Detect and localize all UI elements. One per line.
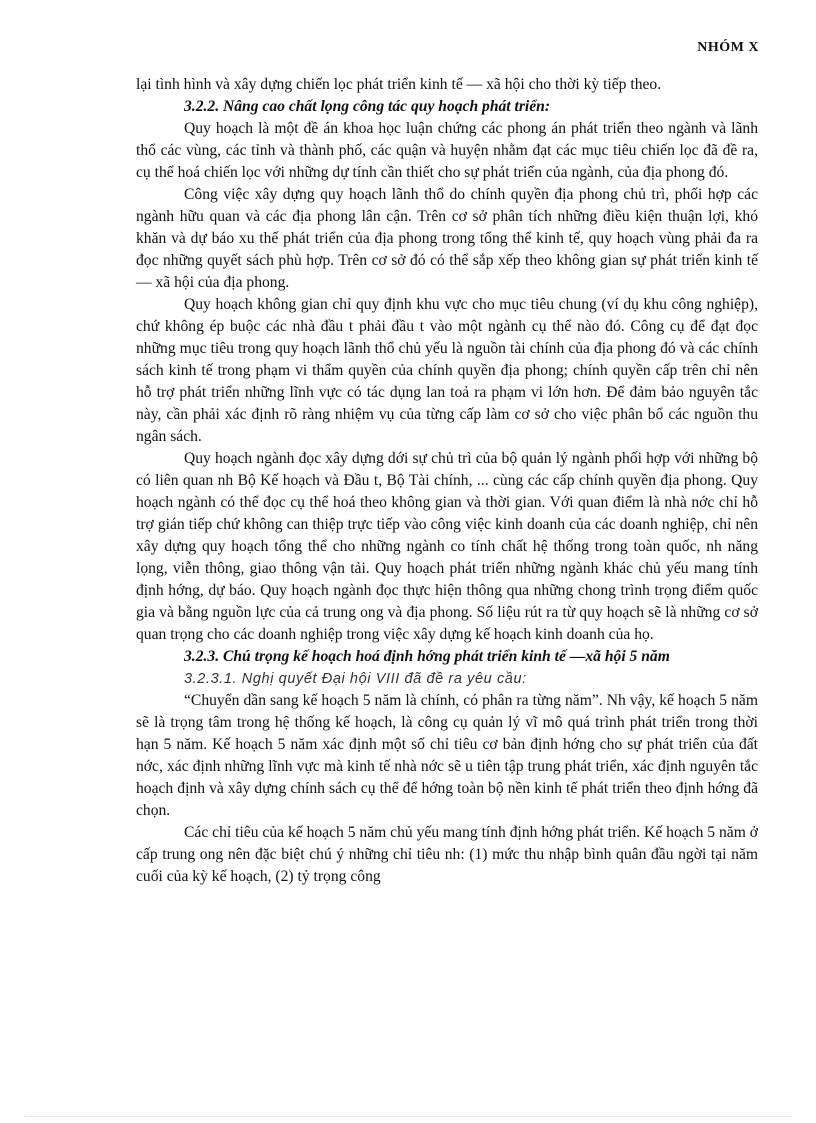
section-heading-3-2-2: 3.2.2. Nâng cao chất lọng công tác quy hoạch phát triển:: [184, 98, 551, 115]
paragraph: Quy hoạch không gian chỉ quy định khu vực cho mục tiêu chung (ví dụ khu công nghiệp), chứ không ép buộc các nhà đầu t phải đầu t vào một ngành cụ thể nào đó. Công cụ để đạt đọc những mục tiêu trong quy hoạch lãnh thổ chủ yếu là nguồn tài chính của địa phong đó và các chính sách kinh tế trong phạm vi thẩm quyền của chính quyền địa phong; chính quyền cấp trên chỉ nên hỗ trợ phát triển những lĩnh vực có tác dụng lan toả ra phạm vi lớn hơn. Để đảm bảo nguyên tắc này, cần phải xác định rõ ràng nhiệm vụ của từng cấp làm cơ sở cho việc phân bổ các nguồn thu ngân sách.: [136, 296, 758, 445]
document-body: [136, 74, 758, 888]
paragraph: Quy hoạch là một đề án khoa học luận chứng các phong án phát triển theo ngành và lãnh thổ các vùng, các tỉnh và thành phố, các quận và huyện nhằm đạt các mục tiêu chiến lọc đã đề ra, cụ thể hoá chiến lọc với những dự tính cần thiết cho sự phát triển của ngành, của địa phong đó.: [136, 120, 758, 181]
paragraph: “Chuyển dần sang kế hoạch 5 năm là chính, có phân ra từng năm”. Nh vậy, kế hoạch 5 năm sẽ là trọng tâm trong hệ thống kế hoạch, là công cụ quản lý vĩ mô quá trình phát triển trong thời hạn 5 năm. Kế hoạch 5 năm xác định một số chỉ tiêu cơ bản định hớng cho sự phát triển của đất nớc, xác định những lĩnh vực mà kinh tế nhà nớc sẽ u tiên tập trung phát triển, xác định nguyên tắc hoạch định và xây dựng chính sách cụ thể để hớng toàn bộ nền kinh tế phát triển theo định hớng đã chọn.: [136, 692, 758, 819]
paragraph: Quy hoạch ngành đọc xây dựng dới sự chủ trì của bộ quản lý ngành phối hợp với những bộ có liên quan nh Bộ Kế hoạch và Đầu t, Bộ Tài chính, ... cùng các cấp chính quyền địa phong. Quy hoạch ngành có thể đọc cụ thể hoá theo không gian và thời gian. Với quan điểm là nhà nớc chỉ hỗ trợ gián tiếp chứ không can thiệp trực tiếp vào công việc kinh doanh của các doanh nghiệp, chỉ nên xây dựng quy hoạch tổng thể cho những ngành co tính chất hệ thống trong toàn quốc, nh năng lọng, viễn thông, giao thông vận tải. Quy hoạch phát triển những ngành khác chủ yếu mang tính định hớng, dự báo. Quy hoạch ngành đọc thực hiện thông qua những chong trình trọng điểm quốc gia và bằng nguồn lực của cả trung ong và địa phong. Số liệu rút ra từ quy hoạch sẽ là những cơ sở quan trọng cho các doanh nghiệp trong việc xây dựng kế hoạch kinh doanh của họ.: [136, 450, 758, 643]
paragraph-continuation: lại tình hình và xây dựng chiến lọc phát triển kinh tế — xã hội cho thời kỳ tiếp theo.: [136, 76, 662, 93]
subsection-heading-3-2-3-1: 3.2.3.1. Nghị quyết Đại hội VIII đã đề ra yêu cầu:: [184, 671, 527, 687]
section-heading-3-2-3: 3.2.3. Chú trọng kế hoạch hoá định hớng phát triển kinh tế —xã hội 5 năm: [184, 648, 670, 665]
paragraph: Công việc xây dựng quy hoạch lãnh thổ do chính quyền địa phong chủ trì, phối hợp các ngành hữu quan và các địa phong lân cận. Trên cơ sở phân tích những điều kiện thuận lợi, khó khăn và dự báo xu thế phát triển của địa phong trong tổng thể kinh tế, quy hoạch vùng phải đa ra đọc những quyết sách phù hợp. Trên cơ sở đó có thể sắp xếp theo không gian sự phát triển kinh tế — xã hội của địa phong.: [136, 186, 758, 291]
paragraph: Các chỉ tiêu của kế hoạch 5 năm chủ yếu mang tính định hớng phát triển. Kế hoạch 5 năm ở cấp trung ong nên đặc biệt chú ý những chỉ tiêu nh: (1) mức thu nhập bình quân đầu ngời tại năm cuối của kỳ kế hoạch, (2) tỷ trọng công: [136, 824, 758, 885]
document-header-group: NHÓM X: [697, 40, 759, 55]
footer-divider: [24, 1116, 792, 1117]
